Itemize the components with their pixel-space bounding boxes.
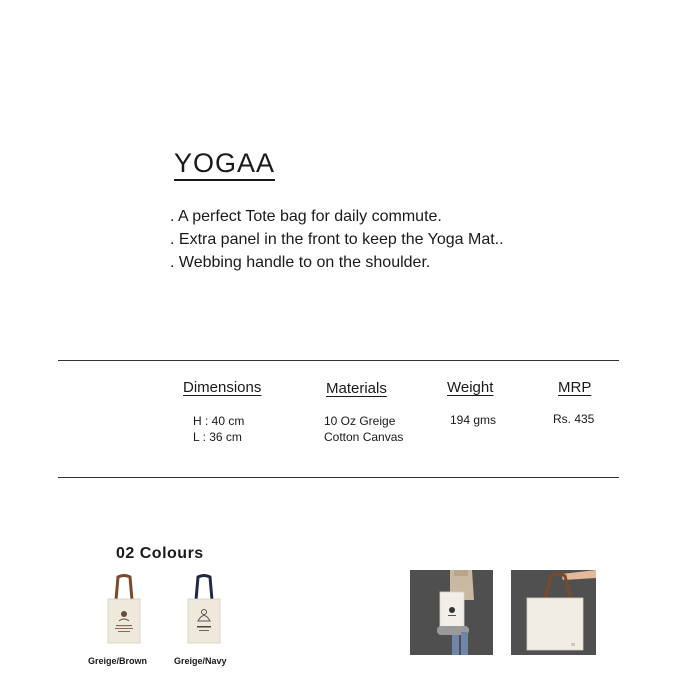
spec-materials-line: 10 Oz Greige bbox=[324, 414, 396, 428]
spec-materials-line: Cotton Canvas bbox=[324, 430, 404, 444]
hand-holding-tote-icon bbox=[511, 570, 596, 655]
product-photo-hand-held bbox=[511, 570, 596, 655]
colour-label-greige-brown: Greige/Brown bbox=[88, 656, 148, 666]
lifestyle-photo-yoga-mat bbox=[410, 570, 493, 655]
spec-dimensions-label: Dimensions bbox=[183, 379, 262, 396]
spec-dimensions-value bbox=[193, 413, 244, 445]
colour-label-greige-navy: Greige/Navy bbox=[174, 656, 227, 666]
feature-item: . A perfect Tote bag for daily commute. bbox=[170, 208, 442, 225]
colour-swatch-greige-navy[interactable] bbox=[184, 574, 224, 646]
feature-list bbox=[170, 205, 504, 274]
product-title: YOGAA bbox=[174, 148, 275, 181]
tote-bag-icon bbox=[184, 574, 224, 646]
spec-dimensions-length: L : 36 cm bbox=[193, 430, 242, 444]
spec-materials-label: Materials bbox=[326, 380, 387, 397]
spec-bottom-rule bbox=[58, 477, 619, 478]
spec-materials-value bbox=[324, 413, 403, 445]
spec-weight-value: 194 gms bbox=[450, 413, 497, 427]
spec-dimensions-height: H : 40 cm bbox=[193, 414, 245, 428]
spec-mrp-value: Rs. 435 bbox=[553, 412, 595, 426]
feature-item: . Extra panel in the front to keep the Yoga Mat.. bbox=[170, 231, 504, 248]
feature-item: . Webbing handle to on the shoulder. bbox=[170, 254, 431, 271]
colour-swatch-greige-brown[interactable] bbox=[104, 574, 144, 646]
colours-heading: 02 Colours bbox=[116, 545, 204, 562]
tote-bag-icon bbox=[104, 574, 144, 646]
person-with-tote-icon bbox=[410, 570, 493, 655]
spec-mrp-label: MRP bbox=[558, 379, 592, 396]
spec-top-rule bbox=[58, 360, 619, 361]
spec-weight-label: Weight bbox=[447, 379, 494, 396]
